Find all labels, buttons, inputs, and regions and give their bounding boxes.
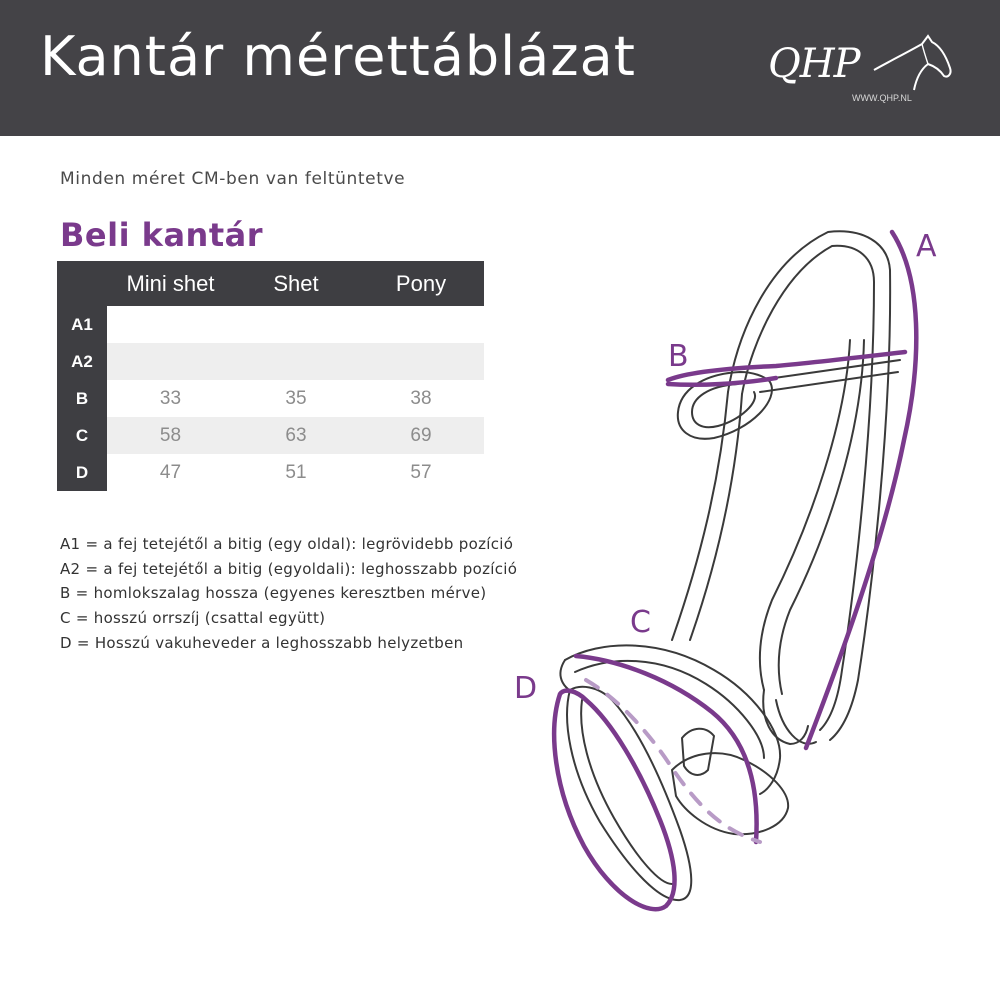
horse-head-logo-icon [870, 30, 954, 92]
legend-item: C = hosszú orrszíj (csattal együtt) [60, 609, 326, 628]
table-cell [234, 306, 358, 343]
table-row [57, 380, 484, 417]
noseband-inner [575, 661, 764, 758]
legend-item: A1 = a fej tetejétől a bitig (egy oldal): legrövidebb pozíció [60, 535, 514, 553]
browband-loop-inner [692, 384, 755, 427]
column-header: Mini shet [107, 261, 234, 306]
throatlatch-end [763, 690, 808, 744]
table-cell: 38 [410, 387, 432, 409]
measurement-legend [60, 535, 517, 658]
diagram-label-d: D [514, 671, 538, 706]
table-row [57, 417, 484, 454]
units-note: Minden méret CM-ben van feltüntetve [60, 169, 406, 189]
bridle-illustration [500, 210, 970, 920]
measure-c-line [576, 656, 757, 842]
legend-item: A2 = a fej tetejétől a bitig (egyoldali): leghosszabb pozíció [60, 559, 518, 578]
table-cell: 35 [285, 387, 307, 409]
table-cell: 33 [159, 387, 182, 409]
column-header: Shet [234, 261, 358, 306]
page-title: Kantár mérettáblázat [40, 25, 636, 88]
section-title: Beli kantár [60, 216, 263, 254]
diagram-label-c: C [630, 605, 651, 640]
table-row [57, 454, 484, 491]
browband-strap-lower [760, 372, 898, 392]
size-table [57, 261, 484, 491]
table-cell [234, 343, 358, 380]
headpiece-strap [728, 231, 890, 740]
table-header-row [57, 261, 484, 306]
header-bar [0, 0, 1000, 136]
table-cell [107, 306, 234, 343]
row-label: A1 [57, 306, 107, 343]
throatlatch-strap-inner [779, 340, 864, 694]
measure-b-line-lower [668, 378, 776, 385]
cheekpiece-strap [672, 392, 728, 640]
table-corner [57, 261, 107, 306]
qhp-logo [762, 30, 952, 110]
legend-item: B = homlokszalag hossza (egyenes keresztben mérve) [60, 584, 487, 603]
buckle [682, 729, 714, 775]
diagram-label-a: A [916, 229, 937, 264]
legend-item: D = Hosszú vakuheveder a leghosszabb helyzetben [60, 633, 464, 652]
logo-wordmark: QHP [768, 41, 860, 87]
column-header: Pony [358, 261, 484, 306]
browband-strap [760, 360, 900, 380]
table-row [57, 306, 484, 343]
row-label: B [57, 380, 107, 417]
table-cell: 57 [410, 461, 432, 483]
measure-a-line [806, 232, 916, 748]
flash-strap-inner [581, 700, 672, 884]
table-cell [358, 343, 484, 380]
logo-url: WWW.QHP.NL [852, 93, 912, 103]
measure-c-dashed [586, 680, 760, 842]
table-cell [107, 343, 234, 380]
table-cell: 51 [285, 461, 307, 483]
headpiece-strap-inner [742, 246, 874, 730]
table-row [57, 343, 484, 380]
table-cell: 63 [234, 417, 358, 454]
row-label: C [57, 417, 107, 454]
row-label: D [57, 454, 107, 491]
table-cell: 58 [107, 417, 234, 454]
table-cell [358, 306, 484, 343]
throatlatch-strap [760, 340, 850, 690]
diagram-label-b: B [668, 339, 689, 374]
table-cell: 69 [358, 417, 484, 454]
table-cell: 47 [159, 461, 182, 483]
row-label: A2 [57, 343, 107, 380]
